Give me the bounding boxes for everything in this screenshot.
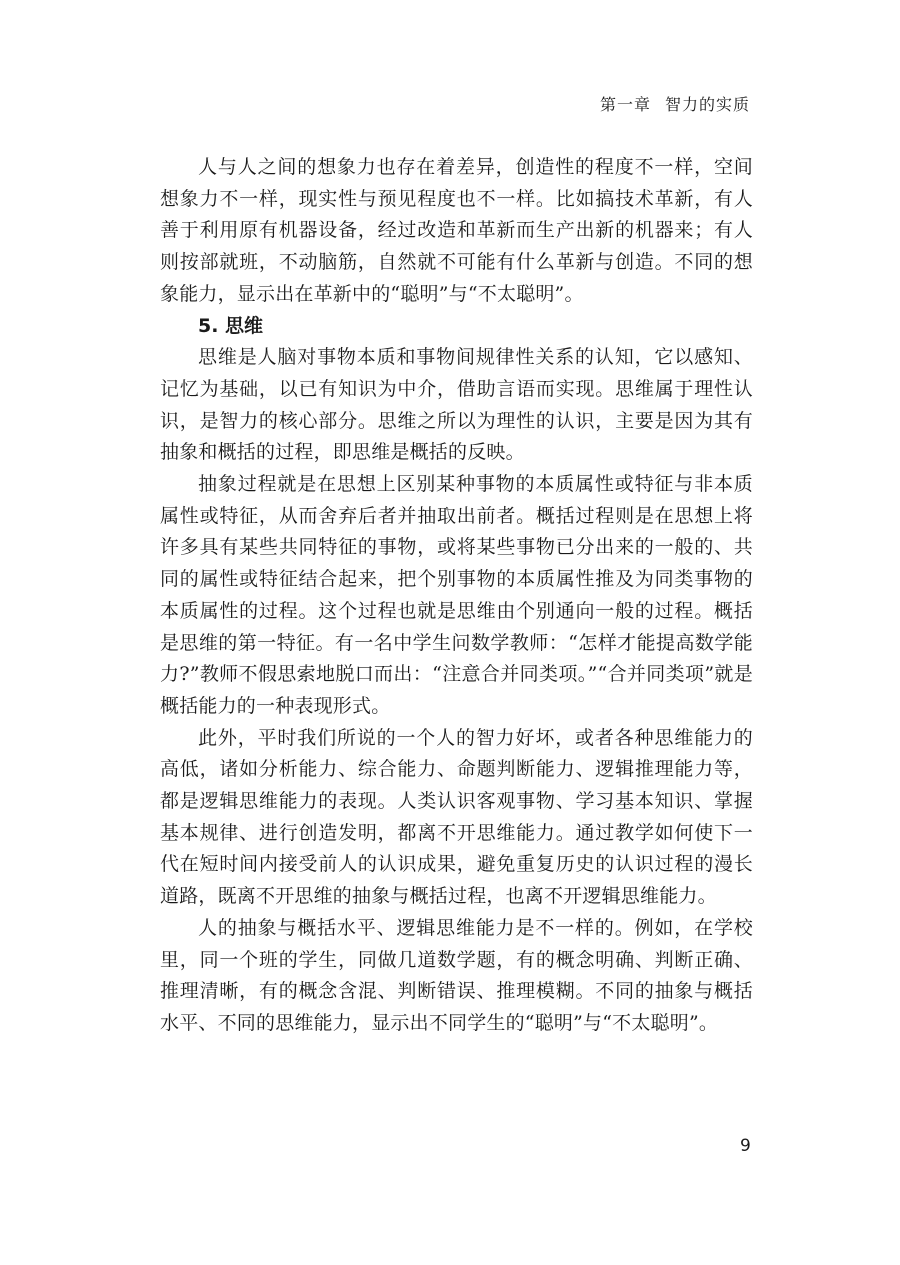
section-heading-thinking: 5. 思维 (198, 314, 264, 337)
header-title: 智力的实质 (664, 95, 750, 114)
paragraph-thinking-definition: 思维是人脑对事物本质和事物间规律性关系的认知，它以感知、记忆为基础，以已有知识为中介，借助言语而实现。思维属于理性认识，是智力的核心部分。思维之所以为理性的认识，主要是因为其有抽象和概括的过程，即思维是概括的反映。 (160, 346, 753, 464)
paragraph-thinking-differences: 人的抽象与概括水平、逻辑思维能力是不一样的。例如，在学校里，同一个班的学生，同做几道数学题，有的概念明确、判断正确、推理清晰，有的概念含混、判断错误、推理模糊。不同的抽象与概括水平、不同的思维能力，显示出不同学生的“聪明”与“不太聪明”。 (160, 916, 753, 1034)
paragraph-abstraction-generalization: 抽象过程就是在思想上区别某种事物的本质属性或特征与非本质属性或特征，从而舍弃后者并抽取出前者。概括过程则是在思想上将许多具有某些共同特征的事物，或将某些事物已分出来的一般的、共同的属性或特征结合起来，把个别事物的本质属性推及为同类事物的本质属性的过程。这个过程也就是思维由个别通向一般的过程。概括是思维的第一特征。有一名中学生问数学教师：“怎样才能提高数学能力?”教师不假思索地脱口而出：“注意合并同类项。”“合并同类项”就是概括能力的一种表现形式。 (160, 473, 753, 717)
paragraph-imagination-differences: 人与人之间的想象力也存在着差异，创造性的程度不一样，空间想象力不一样，现实性与预见程度也不一样。比如搞技术革新，有人善于利用原有机器设备，经过改造和革新而生产出新的机器来；有人则按部就班，不动脑筋，自然就不可能有什么革新与创造。不同的想象能力，显示出在革新中的“聪明”与“不太聪明”。 (160, 156, 753, 305)
page-number: 9 (740, 1136, 751, 1156)
running-header (600, 92, 750, 115)
paragraph-logical-thinking: 此外，平时我们所说的一个人的智力好坏，或者各种思维能力的高低，诸如分析能力、综合能力、命题判断能力、逻辑推理能力等，都是逻辑思维能力的表现。人类认识客观事物、学习基本知识、掌握基本规律、进行创造发明，都离不开思维能力。通过教学如何使下一代在短时间内接受前人的认识成果，避免重复历史的认识过程的漫长道路，既离不开思维的抽象与概括过程，也离不开逻辑思维能力。 (160, 726, 753, 908)
page-body (160, 152, 753, 1040)
header-chapter: 第一章 (599, 95, 651, 114)
